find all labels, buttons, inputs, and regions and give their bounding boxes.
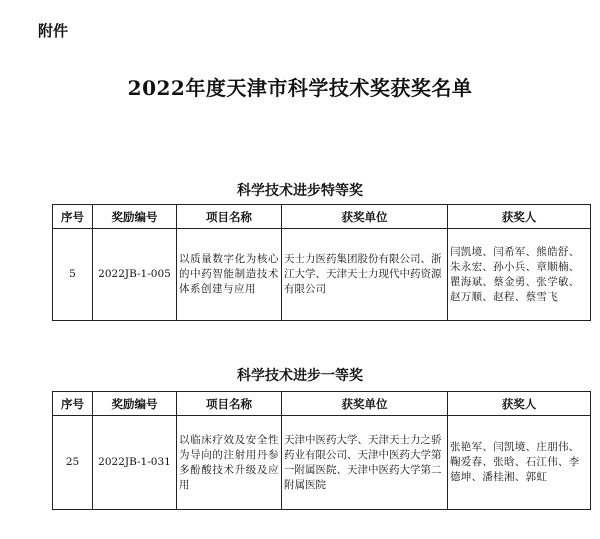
col-header-people: 获奖人	[448, 205, 591, 229]
award-table	[52, 204, 591, 321]
row-number: 25	[53, 416, 93, 510]
row-number: 5	[53, 229, 93, 321]
col-header-people: 获奖人	[448, 392, 591, 416]
award-table	[52, 391, 591, 510]
table-header-row	[53, 205, 591, 229]
section-title: 科学技术进步特等奖	[237, 183, 363, 199]
table-row	[53, 416, 591, 510]
award-people: 闫凯境、闫希军、熊皓舒、朱永宏、孙小兵、章顺楠、瞿海斌、蔡金勇、张学敏、赵万顺、赵程、蔡雪飞	[448, 229, 591, 321]
award-code: 2022JB-1-005	[93, 229, 177, 321]
award-units: 天津中医药大学、天津天士力之骄药业有限公司、天津中医药大学第一附属医院、天津中医药大学第二附属医院	[282, 416, 448, 510]
section-title: 科学技术进步一等奖	[237, 368, 363, 384]
project-name: 以临床疗效及安全性为导向的注射用丹参多酚酸技术升级及应用	[177, 416, 282, 510]
attachment-label: 附件	[38, 22, 69, 40]
award-code: 2022JB-1-031	[93, 416, 177, 510]
award-units: 天士力医药集团股份有限公司、浙江大学、天津天士力现代中药资源有限公司	[282, 229, 448, 321]
table-row	[53, 229, 591, 321]
document-title: 2022年度天津市科学技术奖获奖名单	[127, 76, 473, 100]
project-name: 以质量数字化为核心的中药智能制造技术体系创建与应用	[177, 229, 282, 321]
col-header-code: 奖励编号	[93, 205, 177, 229]
col-header-no: 序号	[53, 392, 93, 416]
col-header-no: 序号	[53, 205, 93, 229]
col-header-units: 获奖单位	[282, 205, 448, 229]
col-header-project: 项目名称	[177, 205, 282, 229]
award-people: 张艳军、闫凯境、庄朋伟、鞠爱春、张晗、石江伟、李德坤、潘桂湘、郭虹	[448, 416, 591, 510]
table-header-row	[53, 392, 591, 416]
col-header-project: 项目名称	[177, 392, 282, 416]
col-header-units: 获奖单位	[282, 392, 448, 416]
col-header-code: 奖励编号	[93, 392, 177, 416]
